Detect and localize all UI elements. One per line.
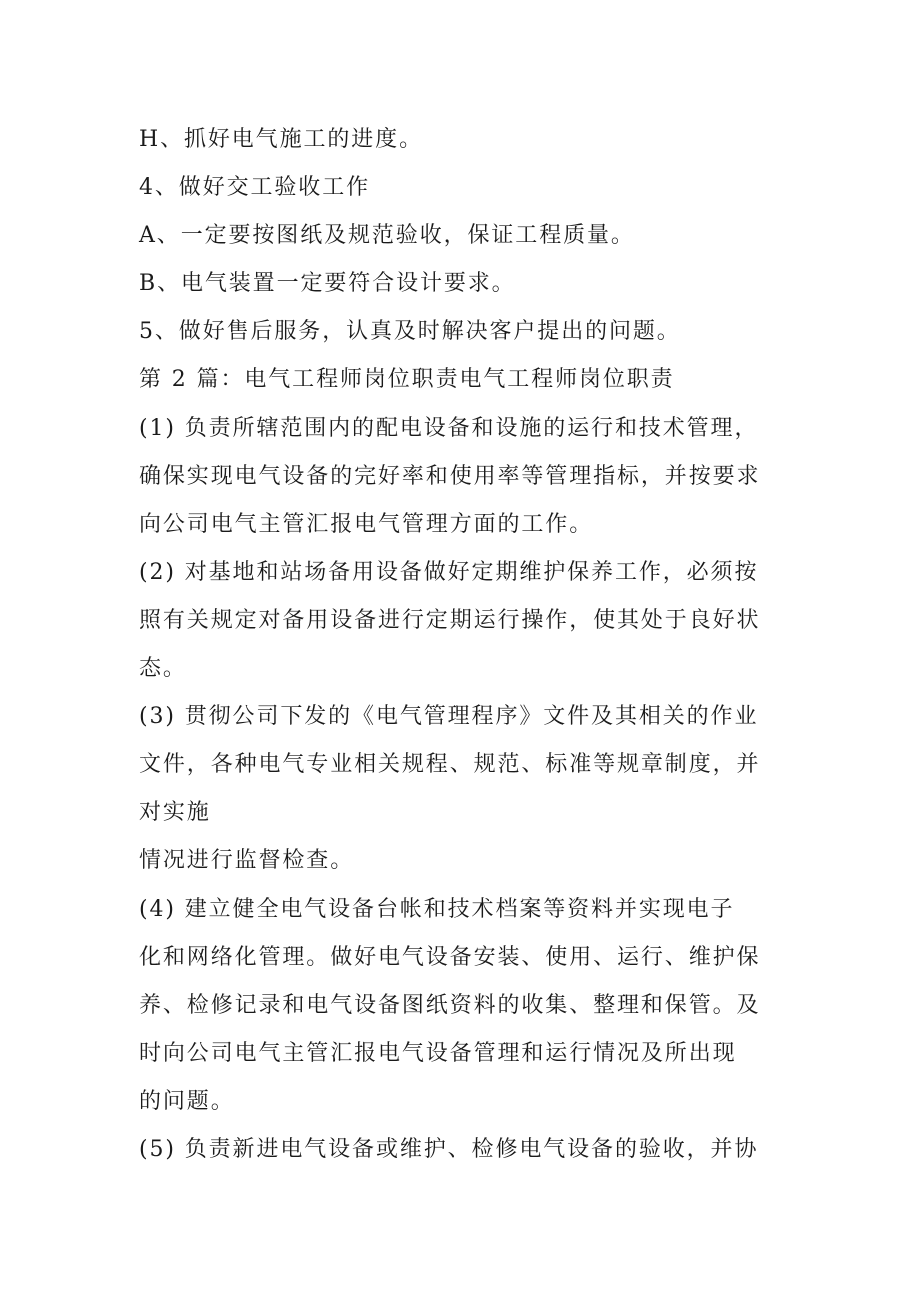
text-line: 化和网络化管理。做好电气设备安装、使用、运行、维护保 [139, 944, 761, 970]
text-line: 文件，各种电气专业相关规程、规范、标准等规章制度，并 [139, 752, 761, 778]
text-line: 确保实现电气设备的完好率和使用率等管理指标，并按要求 [139, 463, 761, 489]
text-line: 向公司电气主管汇报电气管理方面的工作。 [139, 511, 594, 537]
section-heading: 第 2 篇：电气工程师岗位职责电气工程师岗位职责 [139, 367, 675, 393]
text-line: (5) 负责新进电气设备或维护、检修电气设备的验收，并协 [139, 1136, 759, 1162]
text-line: (2) 对基地和站场备用设备做好定期维护保养工作，必须按 [139, 559, 759, 585]
text-line: A、一定要按图纸及规范验收，保证工程质量。 [139, 223, 635, 249]
text-line: 照有关规定对备用设备进行定期运行操作，使其处于良好状 [139, 607, 761, 633]
text-line: 情况进行监督检查。 [139, 848, 355, 874]
text-line: B、电气装置一定要符合设计要求。 [139, 271, 516, 297]
text-line: (1) 负责所辖范围内的配电设备和设施的运行和技术管理， [139, 415, 759, 441]
text-line: 的问题。 [139, 1088, 235, 1114]
text-line: 时向公司电气主管汇报电气设备管理和运行情况及所出现 [139, 1040, 737, 1066]
text-line: (3) 贯彻公司下发的《电气管理程序》文件及其相关的作业 [139, 704, 759, 730]
text-line: 养、检修记录和电气设备图纸资料的收集、整理和保管。及 [139, 992, 761, 1018]
text-line: (4) 建立健全电气设备台帐和技术档案等资料并实现电子 [139, 896, 735, 922]
text-line: H、抓好电气施工的进度。 [139, 127, 423, 152]
text-line: 对实施 [139, 800, 211, 826]
text-line: 4、做好交工验收工作 [139, 175, 370, 201]
document-body [139, 116, 789, 1174]
text-line: 5、做好售后服务，认真及时解决客户提出的问题。 [139, 319, 681, 345]
text-line: 态。 [139, 656, 187, 682]
